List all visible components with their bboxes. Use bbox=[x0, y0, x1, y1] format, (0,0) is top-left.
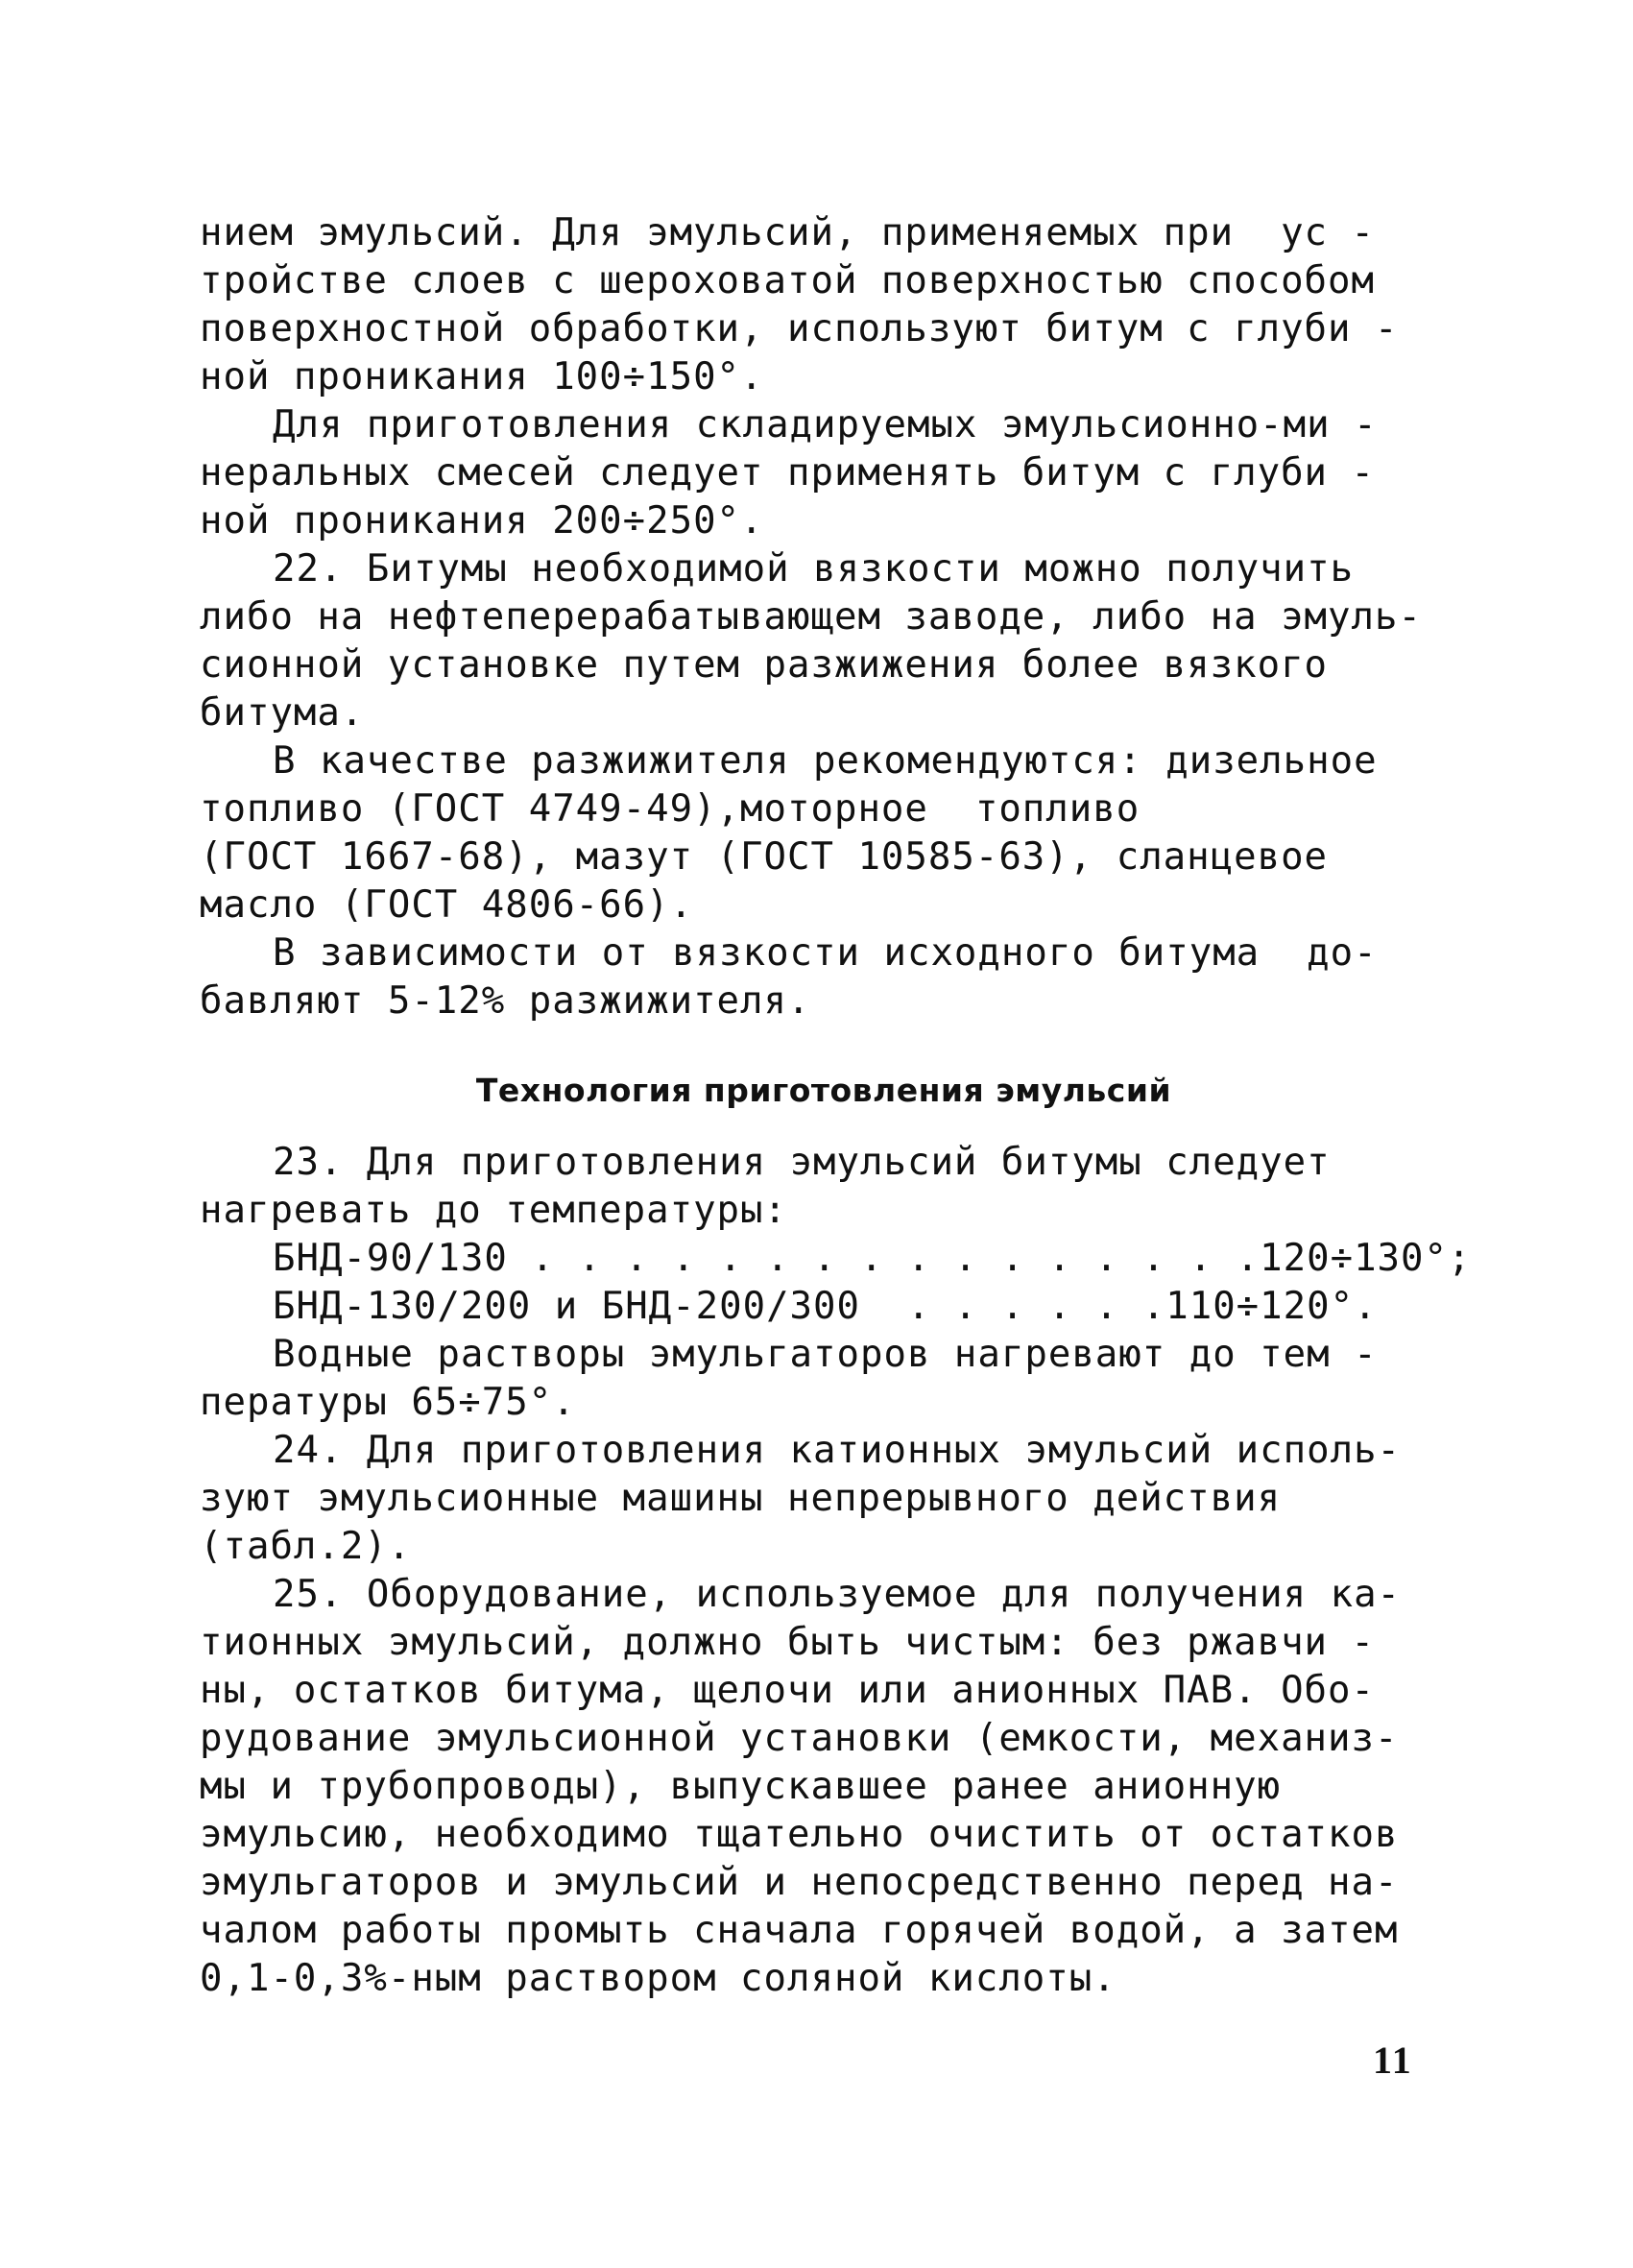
text-line: тройстве слоев с шероховатой поверхностью способом bbox=[200, 259, 1375, 302]
text-line: ной проникания 200÷250°. bbox=[200, 499, 764, 543]
text-line: нагревать до температуры: bbox=[200, 1189, 787, 1232]
text-line: 22. Битумы необходимой вязкости можно получить bbox=[273, 547, 1355, 591]
text-line: В качестве разжижителя рекомендуются: дизельное bbox=[273, 739, 1378, 783]
text-line: ны, остатков битума, щелочи или анионных ПАВ. Обо- bbox=[200, 1669, 1375, 1712]
text-line: В зависимости от вязкости исходного битума до- bbox=[273, 931, 1378, 975]
text-line: либо на нефтеперерабатывающем заводе, либо на эмуль- bbox=[200, 595, 1422, 639]
text-line: (табл.2). bbox=[200, 1525, 412, 1568]
text-line: рудование эмульсионной установки (емкости, механиз- bbox=[200, 1717, 1399, 1760]
text-line: 0,1-0,3%-ным раствором соляной кислоты. bbox=[200, 1957, 1117, 2000]
text-line: 24. Для приготовления катионных эмульсий исполь- bbox=[273, 1429, 1402, 1472]
text-line: тионных эмульсий, должно быть чистым: без ржавчи - bbox=[200, 1621, 1375, 1664]
page-body bbox=[200, 209, 1472, 2003]
text-line: сионной установке путем разжижения более вязкого bbox=[200, 643, 1329, 687]
text-line: масло (ГОСТ 4806-66). bbox=[200, 883, 694, 927]
spec-line: БНД-90/130 . . . . . . . . . . . . . . . .120÷130°; bbox=[273, 1237, 1472, 1280]
text-line: Для приготовления складируемых эмульсионно-ми - bbox=[273, 403, 1378, 446]
page-number: 11 bbox=[1373, 2039, 1413, 2082]
spec-line: БНД-130/200 и БНД-200/300 . . . . . .110÷120°. bbox=[273, 1285, 1378, 1328]
text-line: пературы 65÷75°. bbox=[200, 1381, 576, 1424]
text-line: Водные растворы эмульгаторов нагревают до тем - bbox=[273, 1333, 1378, 1376]
text-line: чалом работы промыть сначала горячей водой, а затем bbox=[200, 1909, 1399, 1952]
text-line: эмульгаторов и эмульсий и непосредственно перед на- bbox=[200, 1861, 1399, 1904]
text-line: нием эмульсий. Для эмульсий, применяемых при ус - bbox=[200, 211, 1375, 254]
text-line: неральных смесей следует применять битум с глуби - bbox=[200, 451, 1375, 495]
text-line: эмульсию, необходимо тщательно очистить от остатков bbox=[200, 1813, 1399, 1856]
text-line: 23. Для приготовления эмульсий битумы следует bbox=[273, 1141, 1331, 1184]
text-line: мы и трубопроводы), выпускавшее ранее анионную bbox=[200, 1765, 1282, 1808]
text-line: 25. Оборудование, используемое для получения ка- bbox=[273, 1573, 1402, 1616]
text-line: бавляют 5-12% разжижителя. bbox=[200, 979, 811, 1023]
text-line: битума. bbox=[200, 691, 365, 735]
text-line: ной проникания 100÷150°. bbox=[200, 355, 764, 398]
text-line: топливо (ГОСТ 4749-49),моторное топливо bbox=[200, 787, 1141, 831]
section-heading: Технология приготовления эмульсий bbox=[475, 1072, 1172, 1109]
text-line: поверхностной обработки, используют битум с глуби - bbox=[200, 307, 1399, 350]
text-line: (ГОСТ 1667-68), мазут (ГОСТ 10585-63), сланцевое bbox=[200, 835, 1329, 879]
text-line: зуют эмульсионные машины непрерывного действия bbox=[200, 1477, 1282, 1520]
